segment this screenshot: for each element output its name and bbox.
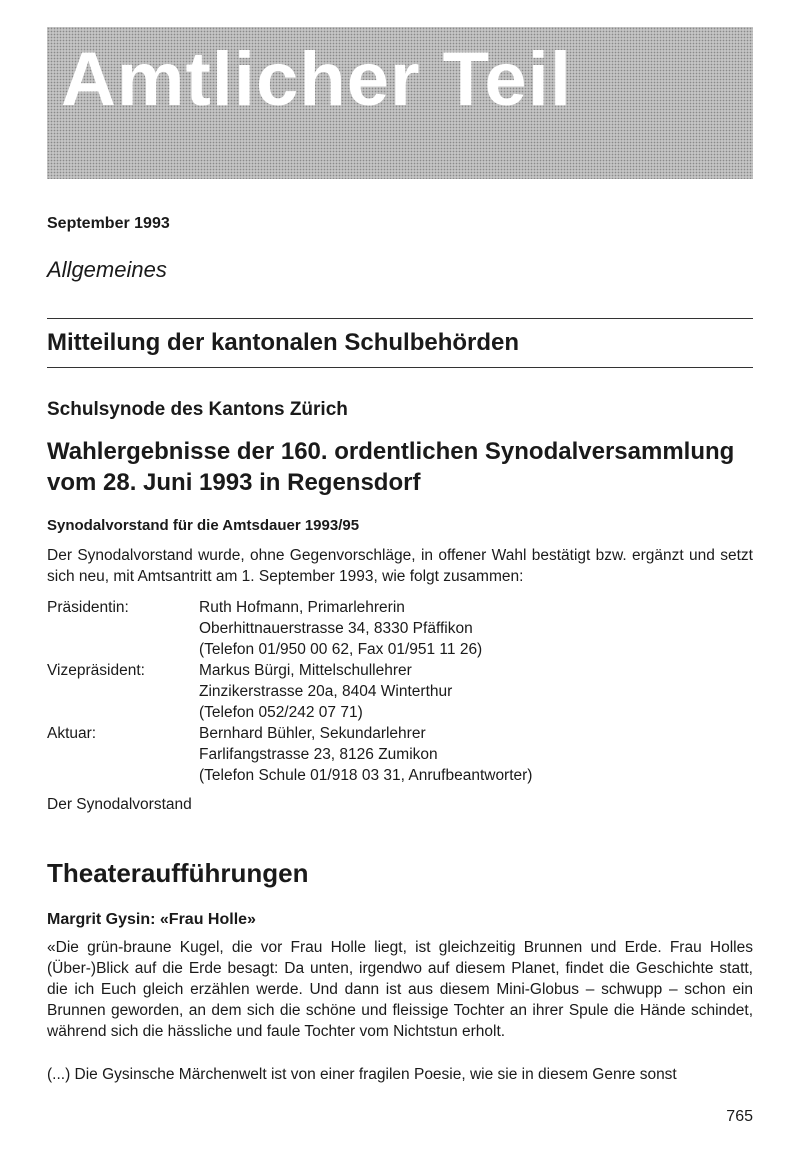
- closing-signature: Der Synodalvorstand: [47, 796, 192, 813]
- article-title: Wahlergebnisse der 160. ordentlichen Synodalversammlung vom 28. Juni 1993 in Regensdorf: [47, 438, 735, 496]
- main-heading: Mitteilung der kantonalen Schulbehörden: [47, 329, 520, 356]
- member-line: (Telefon 052/242 07 71): [199, 704, 363, 721]
- member-line: Ruth Hofmann, Primarlehrerin: [199, 599, 405, 616]
- member-role: Vizepräsident:: [47, 662, 145, 679]
- member-secretary: [47, 723, 753, 786]
- play-heading: Margrit Gysin: «Frau Holle»: [47, 911, 256, 928]
- issue-date: September 1993: [47, 215, 170, 232]
- subheading: Schulsynode des Kantons Zürich: [47, 399, 348, 420]
- vorstand-heading: Synodalvorstand für die Amtsdauer 1993/95: [47, 517, 360, 534]
- page-number: 765: [726, 1108, 753, 1125]
- member-role: Präsidentin:: [47, 599, 129, 616]
- theater-heading: Theateraufführungen: [47, 858, 309, 888]
- divider-bottom: [47, 367, 753, 368]
- section-title: Allgemeines: [47, 257, 167, 282]
- member-president: [47, 597, 753, 660]
- member-role: Aktuar:: [47, 725, 97, 742]
- member-line: Zinzikerstrasse 20a, 8404 Winterthur: [199, 683, 453, 700]
- member-line: Markus Bürgi, Mittelschullehrer: [199, 662, 412, 679]
- member-line: (Telefon 01/950 00 62, Fax 01/951 11 26): [199, 641, 483, 658]
- board-members: [47, 597, 753, 786]
- header-banner: [47, 27, 753, 179]
- member-line: Farlifangstrasse 23, 8126 Zumikon: [199, 746, 438, 763]
- intro-paragraph: Der Synodalvorstand wurde, ohne Gegenvorschläge, in offener Wahl bestätigt bzw. ergänzt und setzt sich neu, mit Amtsantritt am 1. September 1993, wie folgt zusammen:: [47, 547, 753, 585]
- banner-title: Amtlicher Teil: [61, 37, 572, 122]
- member-vicepresident: [47, 660, 753, 723]
- member-line: (Telefon Schule 01/918 03 31, Anrufbeantworter): [199, 767, 533, 784]
- member-line: Oberhittnauerstrasse 34, 8330 Pfäffikon: [199, 620, 473, 637]
- review-paragraph-continued: (...) Die Gysinsche Märchenwelt ist von einer fragilen Poesie, wie sie in diesem Genre sonst: [47, 1066, 677, 1083]
- divider-top: [47, 318, 753, 319]
- review-paragraph: «Die grün-braune Kugel, die vor Frau Holle liegt, ist gleichzeitig Brunnen und Erde. Frau Holles (Über-)Blick auf die Erde besagt: Da unten, irgendwo auf diesem Planet, findet die Geschichte statt, die ich Euch gleich erzählen werde. Und dann ist aus diesem Mini-Globus – schwupp – schon ein Brunnen geworden, an dem sich die schöne und fleissige Tochter an ihrer Spule die Hände schindet, während sich die hässliche und faule Tochter vom Nichtstun erholt.: [47, 939, 753, 1040]
- member-line: Bernhard Bühler, Sekundarlehrer: [199, 725, 426, 742]
